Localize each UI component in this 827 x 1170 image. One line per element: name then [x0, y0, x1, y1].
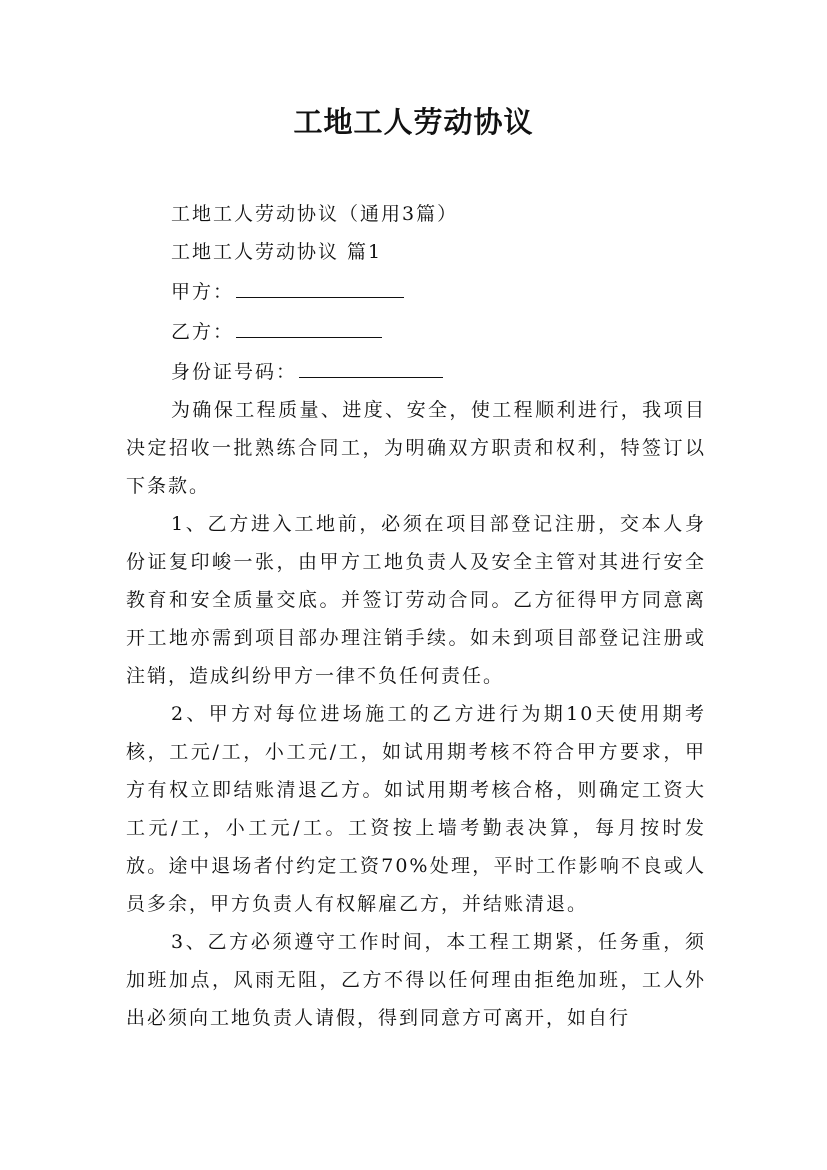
party-b-row	[126, 311, 706, 351]
id-number-label: 身份证号码：	[171, 361, 298, 383]
clause-3-paragraph: 3、乙方必须遵守工作时间，本工程工期紧，任务重，须加班加点，风雨无阻，乙方不得以任何理由拒绝加班，工人外出必须向工地负责人请假，得到同意方可离开，如自行	[126, 931, 706, 1029]
party-b-blank	[236, 311, 382, 338]
party-a-row	[126, 271, 706, 311]
document-body	[126, 195, 706, 1037]
intro-paragraph: 为确保工程质量、进度、安全，使工程顺利进行，我项目决定招收一批熟练合同工，为明确双方职责和权利，特签订以下条款。	[126, 399, 706, 497]
party-a-blank	[236, 271, 404, 298]
id-number-blank	[299, 351, 443, 378]
party-a-label: 甲方：	[171, 281, 235, 303]
document-title: 工地工人劳动协议	[293, 105, 534, 139]
party-b-label: 乙方：	[171, 321, 235, 343]
id-number-row	[126, 351, 706, 391]
clause-2-paragraph: 2、甲方对每位进场施工的乙方进行为期10天使用期考核，工元/工，小工元/工，如试用期考核不符合甲方要求，甲方有权立即结账清退乙方。如试用期考核合格，则确定工资大工元/工，小工元/工。工资按上墙考勤表决算，每月按时发放。途中退场者付约定工资70%处理，平时工作影响不良或人员多余，甲方负责人有权解雇乙方，并结账清退。	[126, 703, 706, 915]
clause-1-paragraph: 1、乙方进入工地前，必须在项目部登记注册，交本人身份证复印峻一张，由甲方工地负责人及安全主管对其进行安全教育和安全质量交底。并签订劳动合同。乙方征得甲方同意离开工地亦需到项目部办理注销手续。如未到项目部登记注册或注销，造成纠纷甲方一律不负任何责任。	[126, 513, 706, 687]
section-heading: 工地工人劳动协议 篇1	[171, 241, 383, 263]
document-subtitle: 工地工人劳动协议（通用3篇）	[171, 203, 459, 225]
